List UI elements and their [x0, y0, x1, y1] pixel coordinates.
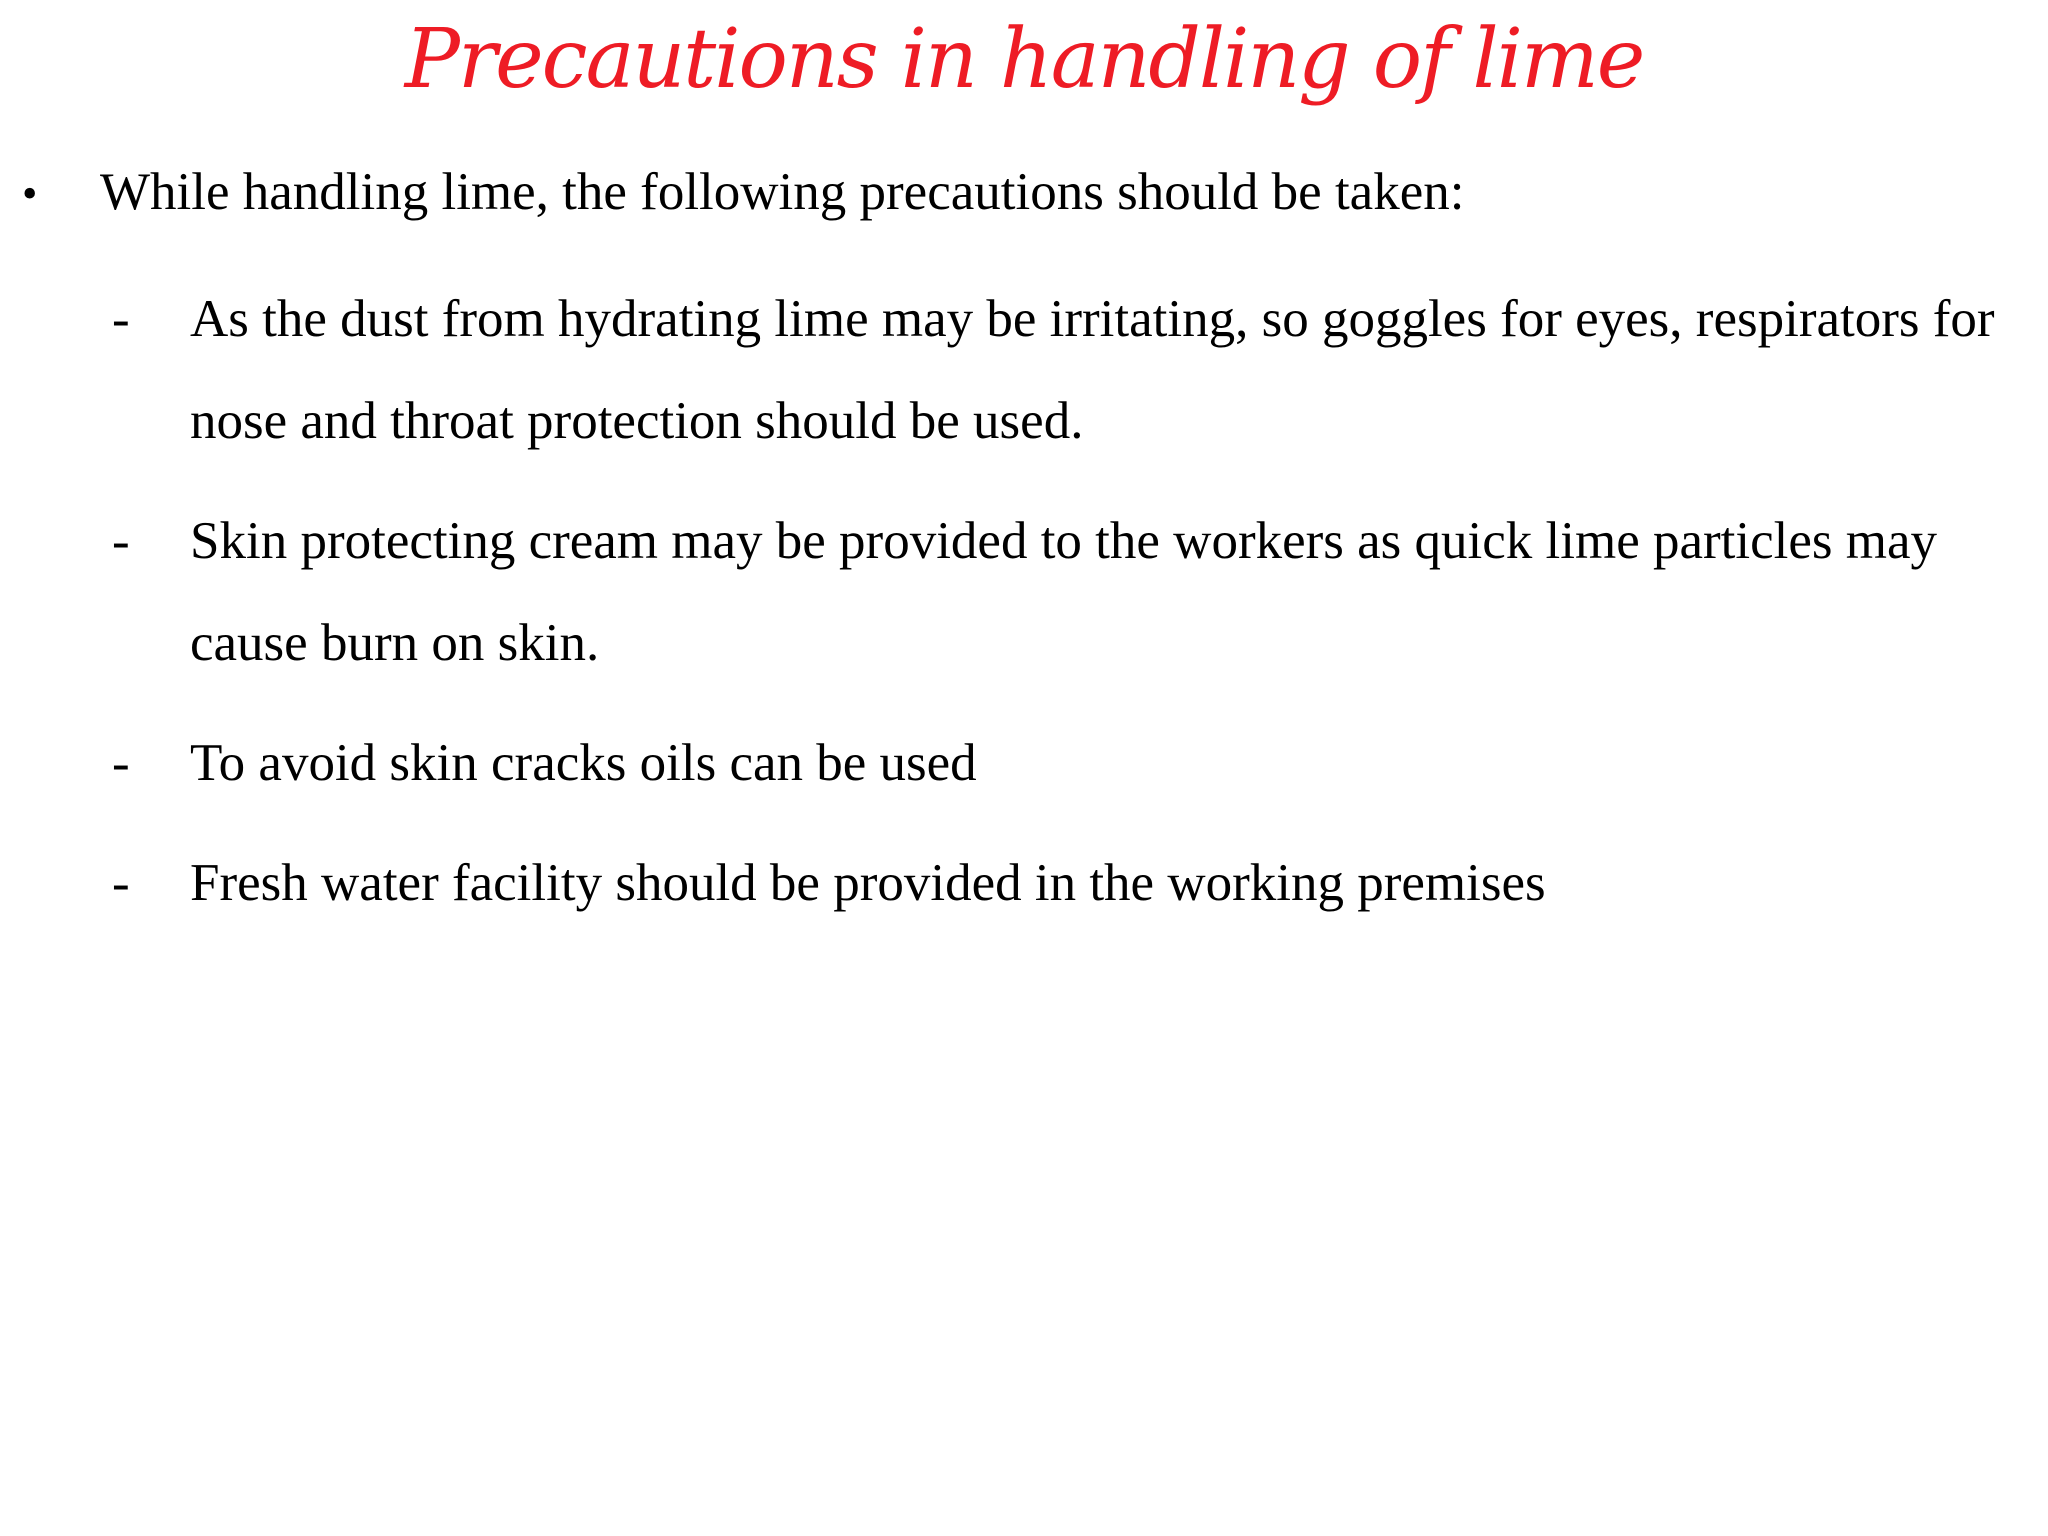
- dash-marker: -: [112, 512, 130, 570]
- sub-item-text: To avoid skin cracks oils can be used: [190, 734, 977, 792]
- slide-title: Precautions in handling of lime: [404, 12, 1644, 107]
- dash-marker: -: [112, 854, 130, 912]
- sub-item-fresh-water: [0, 832, 2048, 934]
- bullet-text: While handling lime, the following precautions should be taken:: [100, 163, 1465, 221]
- sub-item-text: Skin protecting cream may be provided to the workers as quick lime particles may cause burn on skin.: [190, 512, 1938, 672]
- sub-item-text: Fresh water facility should be provided in the working premises: [190, 854, 1546, 912]
- dash-marker: -: [112, 734, 130, 792]
- sub-item-text: As the dust from hydrating lime may be irritating, so goggles for eyes, respirators for nose and throat protection should be used.: [190, 290, 1995, 450]
- bullet-marker: •: [22, 169, 38, 218]
- sub-list: [0, 268, 2048, 952]
- dash-marker: -: [112, 290, 130, 348]
- sub-item-dust-protection: [0, 268, 2048, 472]
- sub-item-oils: [0, 712, 2048, 814]
- bullet-item: [0, 150, 2048, 242]
- sub-item-skin-cream: [0, 490, 2048, 694]
